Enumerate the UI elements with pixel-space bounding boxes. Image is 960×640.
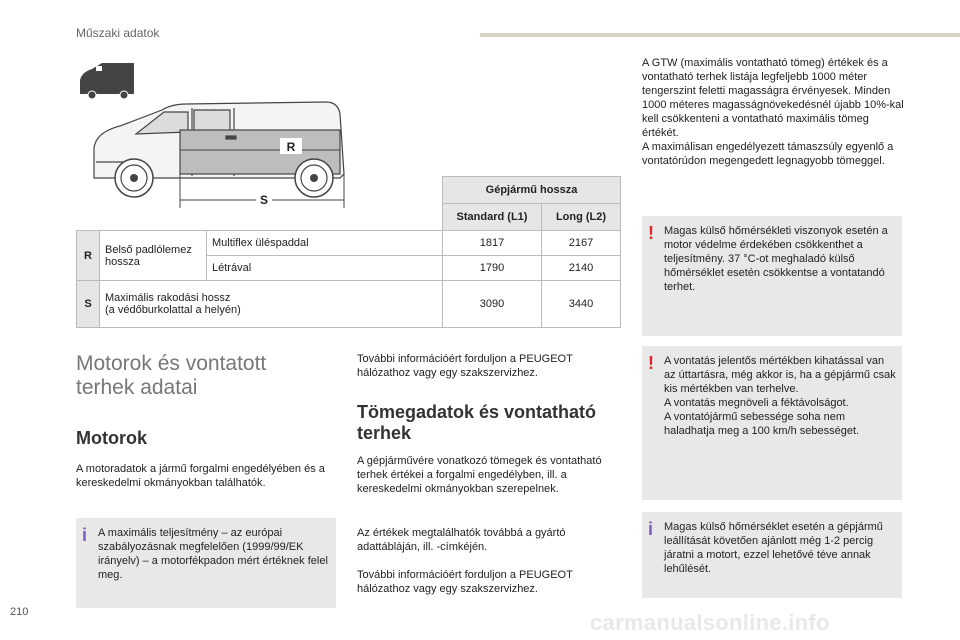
row-label: Maximális rakodási hossz (a védőburkolattal a helyén) (100, 281, 443, 328)
col-header-long: Long (L2) (542, 204, 621, 231)
table-row (77, 281, 621, 328)
middle-p3: További információért forduljon a PEUGEOT hálózathoz vagy egy szakszervizhez. (357, 569, 573, 595)
right-text: A GTW (maximális vontatható tömeg) értékek és a vontatható terhek listája legfeljebb 1000 méter tengerszint feletti magasságra érvényesek. Minden 1000 méteres magasságnövekedésnél újabb 10%-kal kell csökkenteni a vontatható maximális tömeg értékét. A maximálisan engedélyezett támaszsúly egyenlő a vontatórúdon megengedett legnagyobb tömeggel. (642, 57, 904, 167)
label-r: R (286, 140, 296, 154)
warning-icon: ! (648, 353, 654, 373)
cell-standard: 3090 (443, 281, 542, 328)
note-text: Magas külső hőmérsékleti viszonyok esetén a motor védelme érdekében csökkenthet a teljesítmény. 37 °C-ot meghaladó külső hőmérséklet esetén csökkentse a vontatandó terhet. (664, 225, 888, 293)
watermark: carmanualsonline.info (590, 610, 830, 635)
section-title: Motorok és vontatott terhek adatai (76, 352, 267, 399)
note-text: Magas külső hőmérséklet esetén a gépjármű leállítását követően ajánlott még 1-2 percig járatni a motort, ezzel lehetővé téve annak lehűlését. (664, 521, 883, 575)
info-icon: i (648, 519, 654, 539)
header-bar (480, 33, 960, 37)
warning-icon: ! (648, 223, 654, 243)
motorok-text: A motoradatok a jármű forgalmi engedélyében és a kereskedelmi okmányokban találhatók. (76, 463, 325, 489)
motorok-heading: Motorok (76, 428, 147, 448)
cell-long: 3440 (542, 281, 621, 328)
info-note-cooling (642, 512, 902, 598)
warning-note-towing (642, 346, 902, 500)
spec-table (76, 176, 621, 328)
row-sub: Multiflex üléspaddal (207, 231, 443, 256)
header-title: Műszaki adatok (76, 26, 160, 40)
col-header-standard: Standard (L1) (443, 204, 542, 231)
warning-note-temperature (642, 216, 902, 336)
page-number: 210 (10, 606, 29, 618)
middle-p2: Az értékek megtalálhatók továbbá a gyártó adattábláján, ill. -címkéjén. (357, 527, 566, 553)
cell-long: 2167 (542, 231, 621, 256)
row-key: S (77, 281, 100, 328)
cell-standard: 1790 (443, 256, 542, 281)
mass-heading: Tömegadatok és vontatható terhek (357, 402, 597, 443)
label-s: S (259, 193, 269, 207)
cell-standard: 1817 (443, 231, 542, 256)
table-group-header: Gépjármű hossza (443, 177, 621, 204)
cell-long: 2140 (542, 256, 621, 281)
note-text: A maximális teljesítmény – az európai szabályozásnak megfelelően (1999/99/EK irányelv) – a motorfékpadon mért értéknek felel meg. (98, 527, 328, 581)
note-text: A vontatás jelentős mértékben kihatással van az úttartásra, még akkor is, ha a gépjármű csak kis mértékben van terhelve. A vontatás megnöveli a féktávolságot. A vontatójármű sebessége soha nem haladhatja meg a 100 km/h sebességet. (664, 355, 896, 437)
middle-intro: További információért forduljon a PEUGEOT hálózathoz vagy egy szakszervizhez. (357, 353, 573, 379)
row-label: Belső padlólemez hossza (100, 231, 207, 281)
row-key: R (77, 231, 100, 281)
van-icon (80, 63, 134, 99)
info-icon: i (82, 525, 88, 545)
table-row (77, 231, 621, 256)
row-sub: Létrával (207, 256, 443, 281)
motorok-info-note (76, 518, 336, 608)
middle-p1: A gépjárműv​ére vonatkozó tömegek és vontatható terhek értékei a forgalmi engedélyben, ill. a kereskedelmi okmányokban szerepelnek. (357, 455, 602, 495)
